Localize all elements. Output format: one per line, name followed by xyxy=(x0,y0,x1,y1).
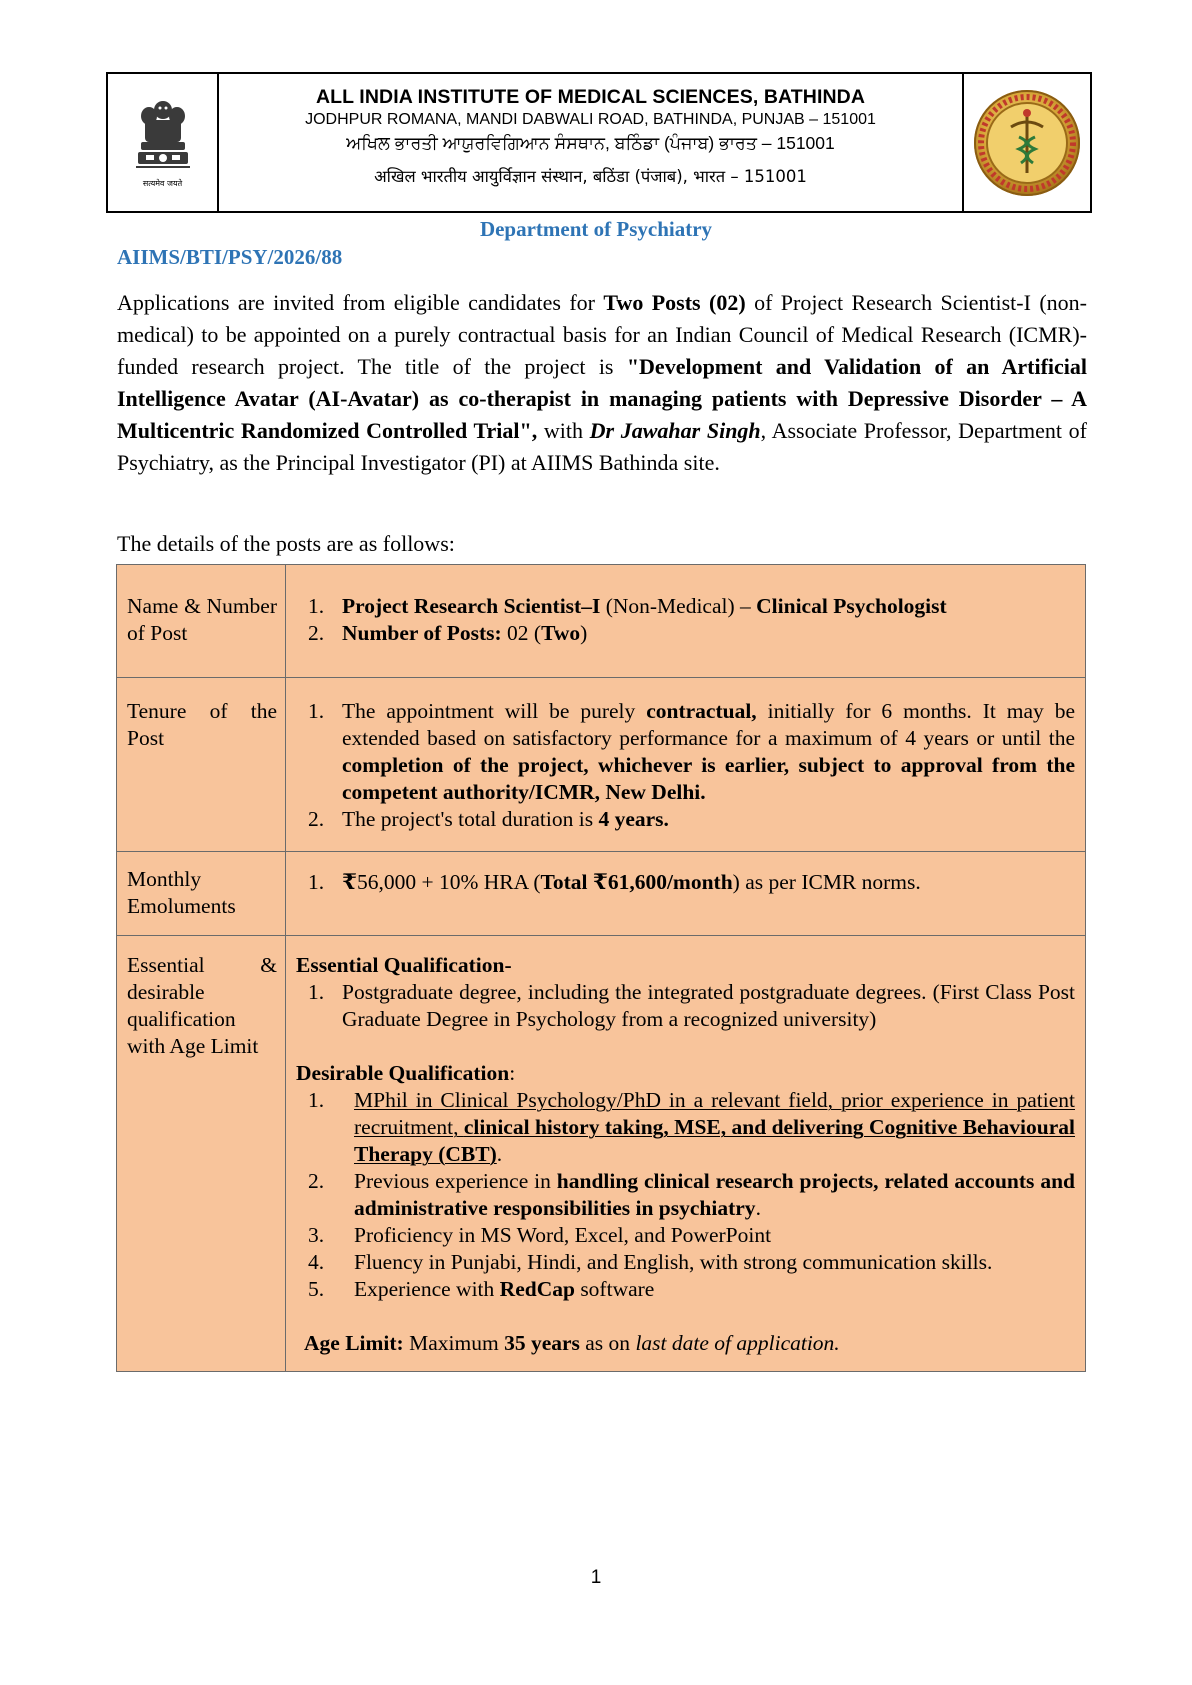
seal-box xyxy=(962,74,1090,211)
list-item: 3. Proficiency in MS Word, Excel, and PowerPoint xyxy=(308,1223,772,1247)
row-label-name-number: Name & Number of Post xyxy=(117,565,286,678)
letterhead-text xyxy=(219,74,962,211)
intro-paragraph xyxy=(117,287,1087,479)
aiims-seal-icon xyxy=(971,87,1083,199)
details-label: The details of the posts are as follows: xyxy=(117,531,455,556)
row-value-qualification xyxy=(286,936,1086,1372)
table-row xyxy=(117,678,1086,852)
institute-address-hindi: अखिल भारतीय आयुर्विज्ञान संस्थान, बठिंडा (पंजाब), भारत – 151001 xyxy=(374,167,807,186)
intro-text: of Project Research Scientist-I (non-medical) to be appointed on a purely contractual basis for an Indian Council of Medical Research (ICMR)-funded research project. The title of the project is xyxy=(117,290,1088,379)
row-value-name-number xyxy=(286,565,1086,678)
row-label-emoluments: Monthly Emoluments xyxy=(117,852,286,936)
emblem-caption: सत्यमेव जयते xyxy=(142,179,183,188)
essential-qualification-heading: Essential Qualification- xyxy=(296,953,512,977)
list-item: 2. The project's total duration is 4 years. xyxy=(308,807,669,831)
principal-investigator-name: Dr Jawahar Singh xyxy=(589,418,761,443)
list-item: 1. Project Research Scientist–I (Non-Medical) – Clinical Psychologist xyxy=(308,594,947,618)
row-label-tenure: Tenure of the Post xyxy=(117,678,286,852)
reference-number: AIIMS/BTI/PSY/2026/88 xyxy=(117,245,343,269)
list-item: 1. The appointment will be purely contractual, initially for 6 months. It may be extended based on satisfactory performance for a maximum of 4 years or until the completion of the project, whichever is earlier, subject to approval from the competent authority/ICMR, New Delhi. xyxy=(308,699,1075,804)
list-item: 2. Previous experience in handling clinical research projects, related accounts and administrative responsibilities in psychiatry. xyxy=(308,1169,1075,1220)
national-emblem-icon xyxy=(132,96,194,176)
emblem-box xyxy=(108,74,219,211)
list-item: 4. Fluency in Punjabi, Hindi, and English, with strong communication skills. xyxy=(308,1250,993,1274)
age-limit: Age Limit: Maximum 35 years as on last date of application. xyxy=(304,1331,840,1355)
institute-title: ALL INDIA INSTITUTE OF MEDICAL SCIENCES, BATHINDA xyxy=(315,86,866,108)
list-item: 1. Postgraduate degree, including the integrated postgraduate degrees. (First Class Post Graduate Degree in Psychology from a recognized university) xyxy=(308,980,1075,1031)
posts-details-table xyxy=(116,564,1086,1372)
department-heading: Department of Psychiatry xyxy=(479,217,713,241)
row-value-emoluments xyxy=(286,852,1086,936)
list-item: 5. Experience with RedCap software xyxy=(308,1277,655,1301)
project-title: "Development and Validation of an Artificial Intelligence Avatar (AI-Avatar) as co-therapist in managing patients with Depressive Disorder – A Multicentric Randomized Controlled Trial", xyxy=(117,354,1088,443)
page-number: 1 xyxy=(590,1567,602,1588)
intro-text: , Associate Professor, Department of Psychiatry, as the Principal Investigator (PI) at AIIMS Bathinda site. xyxy=(117,418,1087,475)
intro-posts-count: Two Posts (02) xyxy=(603,290,746,315)
letterhead xyxy=(106,72,1092,213)
row-label-qualification: Essential & desirable qualification with Age Limit xyxy=(117,936,286,1372)
desirable-qualification-heading: Desirable Qualification: xyxy=(296,1061,516,1085)
intro-text: with xyxy=(537,418,590,443)
intro-text: Applications are invited from eligible candidates for xyxy=(117,290,604,315)
row-value-tenure xyxy=(286,678,1086,852)
list-item: 2. Number of Posts: 02 (Two) xyxy=(308,621,588,645)
table-row xyxy=(117,936,1086,1372)
institute-address-punjabi: ਅਖਿਲ ਭਾਰਤੀ ਆਯੁਰਵਿਗਿਆਨ ਸੰਸਥਾਨ, ਬਠਿੰਡਾ (ਪੰਜਾਬ) ਭਾਰਤ – 151001 xyxy=(346,133,835,153)
list-item: 1. MPhil in Clinical Psychology/PhD in a relevant field, prior experience in patient recruitment, clinical history taking, MSE, and delivering Cognitive Behavioural Therapy (CBT). xyxy=(308,1088,1076,1166)
table-row xyxy=(117,565,1086,678)
institute-address: JODHPUR ROMANA, MANDI DABWALI ROAD, BATHINDA, PUNJAB – 151001 xyxy=(305,111,876,128)
table-row xyxy=(117,852,1086,936)
list-item: 1. ₹56,000 + 10% HRA (Total ₹61,600/month) as per ICMR norms. xyxy=(308,870,921,894)
